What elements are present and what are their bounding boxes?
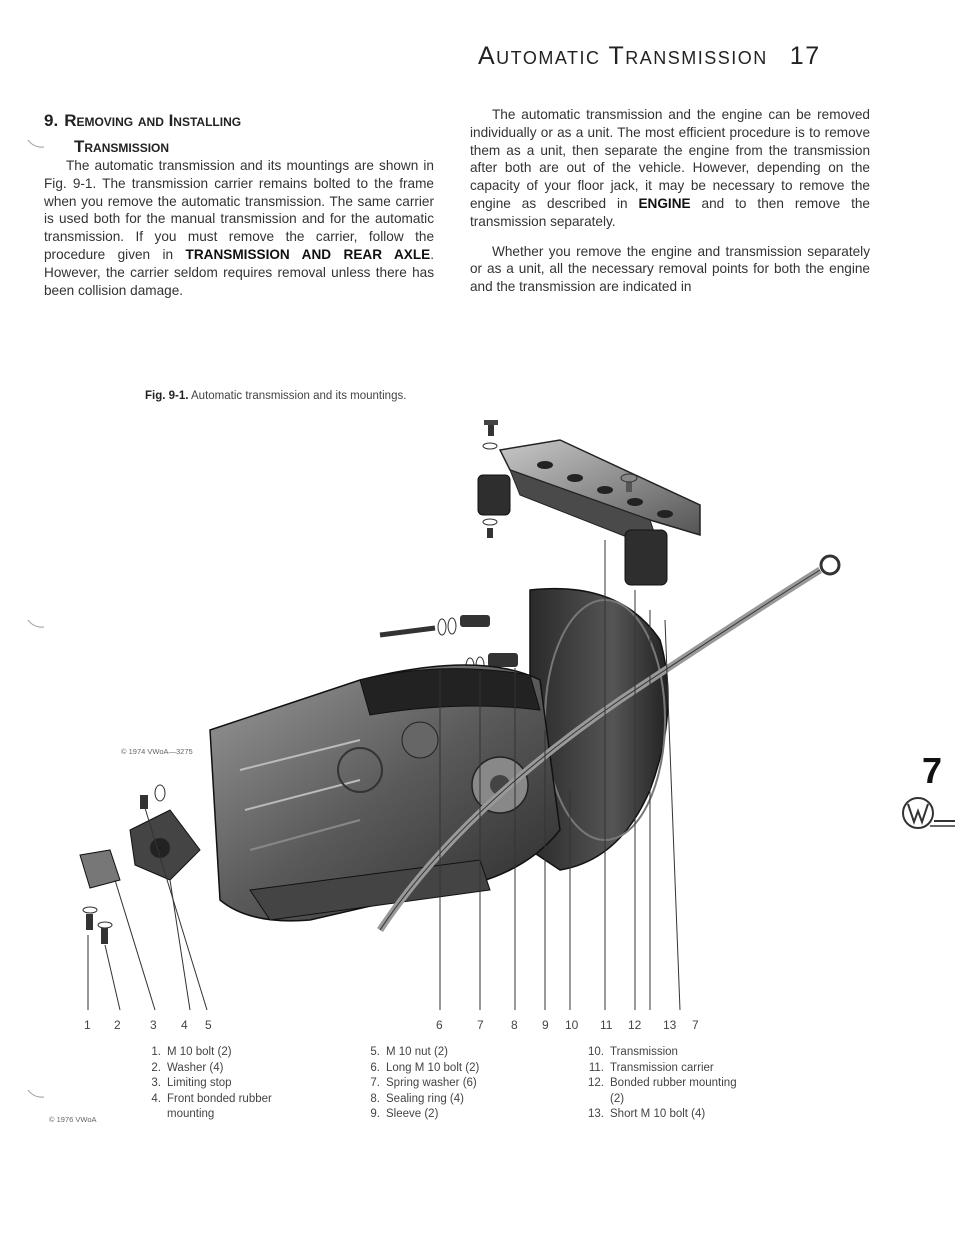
legend-text: M 10 nut (2) bbox=[386, 1046, 448, 1058]
callout-7: 7 bbox=[477, 1018, 484, 1032]
left-column bbox=[44, 157, 434, 311]
right-paragraph-2: Whether you remove the engine and transmission separately or as a unit, all the necessary removal points for both the engine and the transmission are indicated in bbox=[470, 243, 870, 295]
right-p1-text-b: and to then remove the transmission separately. bbox=[470, 195, 870, 229]
figure-copyright: © 1974 VWoA—3275 bbox=[121, 747, 193, 756]
legend-text: Limiting stop bbox=[167, 1077, 232, 1089]
running-head bbox=[478, 42, 898, 71]
margin-mark bbox=[26, 1088, 46, 1102]
legend-text: Bonded rubber mounting bbox=[610, 1077, 737, 1089]
legend-item bbox=[143, 1092, 272, 1108]
legend-num: 5. bbox=[370, 1046, 380, 1058]
legend-num: 1. bbox=[151, 1046, 161, 1058]
callout-10: 10 bbox=[565, 1018, 579, 1032]
left-paragraph-1 bbox=[44, 157, 434, 299]
callout-12: 12 bbox=[628, 1018, 642, 1032]
callout-5: 5 bbox=[205, 1018, 212, 1032]
legend-num: 11. bbox=[588, 1061, 604, 1074]
legend-item bbox=[143, 1076, 272, 1092]
figure-label: Fig. 9-1. bbox=[145, 390, 189, 402]
legend-continuation: mounting bbox=[167, 1108, 215, 1120]
legend-item bbox=[143, 1045, 272, 1061]
legend-num: 6. bbox=[370, 1061, 380, 1074]
right-column bbox=[470, 106, 870, 308]
section-heading bbox=[44, 108, 424, 160]
callout-1: 1 bbox=[84, 1018, 91, 1032]
callout-13: 13 bbox=[663, 1018, 677, 1032]
legend-item bbox=[362, 1076, 479, 1092]
callout-7b: 7 bbox=[692, 1018, 699, 1032]
m10-bolt-icon bbox=[83, 907, 112, 944]
right-paragraph-1 bbox=[470, 106, 870, 231]
figure-caption-text: Automatic transmission and its mountings. bbox=[191, 390, 407, 402]
legend-num: 9. bbox=[370, 1108, 380, 1120]
legend-text: Long M 10 bolt (2) bbox=[386, 1061, 480, 1074]
section-title-line1: Removing and Installing bbox=[64, 111, 242, 130]
legend-num: 12. bbox=[588, 1077, 604, 1089]
legend-num: 13. bbox=[588, 1108, 604, 1120]
legend-column-3 bbox=[586, 1045, 737, 1123]
legend-text: Washer (4) bbox=[167, 1061, 224, 1074]
page-copyright: © 1976 VWoA bbox=[49, 1115, 97, 1124]
legend-num: 10. bbox=[588, 1046, 604, 1058]
legend-text: Transmission bbox=[610, 1046, 678, 1058]
legend-text: M 10 bolt (2) bbox=[167, 1046, 232, 1058]
legend-num: 3. bbox=[151, 1077, 161, 1089]
chapter-tab-number: 7 bbox=[922, 750, 943, 791]
callout-11: 11 bbox=[600, 1018, 613, 1032]
margin-mark bbox=[26, 618, 46, 632]
callout-2: 2 bbox=[114, 1018, 121, 1032]
legend-text: Transmission carrier bbox=[610, 1061, 714, 1074]
engine-ref: ENGINE bbox=[638, 195, 691, 211]
limiting-stop bbox=[80, 850, 120, 888]
legend-item bbox=[586, 1061, 737, 1077]
vw-logo-icon bbox=[900, 795, 956, 831]
left-p1-text-b: . However, the carrier seldom requires removal unless there has been collision damage. bbox=[44, 246, 434, 298]
transmission-carrier bbox=[500, 440, 700, 550]
legend-text: Short M 10 bolt (4) bbox=[610, 1108, 706, 1120]
callout-6: 6 bbox=[436, 1018, 443, 1032]
legend-item bbox=[586, 1045, 737, 1061]
figure-caption bbox=[145, 390, 645, 402]
margin-mark bbox=[26, 138, 46, 152]
legend-item bbox=[143, 1061, 272, 1077]
legend-num: 8. bbox=[370, 1092, 380, 1105]
legend-item bbox=[362, 1045, 479, 1061]
legend-continuation: (2) bbox=[610, 1092, 625, 1105]
page-number: 17 bbox=[789, 42, 821, 70]
legend-num: 4. bbox=[151, 1092, 161, 1105]
section-number: 9. bbox=[44, 111, 59, 130]
legend-column-2 bbox=[362, 1045, 479, 1123]
legend-text: Sealing ring (4) bbox=[386, 1092, 464, 1105]
legend-column-1 bbox=[143, 1045, 272, 1123]
legend-num: 7. bbox=[370, 1077, 380, 1089]
legend-text: Spring washer (6) bbox=[386, 1077, 477, 1089]
legend-item bbox=[362, 1061, 479, 1077]
running-head-title: Automatic Transmission bbox=[478, 42, 768, 70]
callout-9: 9 bbox=[542, 1018, 549, 1032]
left-p1-text-a: The automatic transmission and its mountings are shown in Fig. 9-1. The transmission carrier remains bolted to the frame when you remove the automatic transmission. The same carrier is used both for the manual transmission and for the automatic transmission. If you must remove the carrier, follow the procedure given in bbox=[44, 158, 434, 262]
transmission-case bbox=[210, 665, 560, 921]
legend-num: 2. bbox=[151, 1061, 161, 1074]
right-p1-text-a: The automatic transmission and the engine can be removed individually or as a unit. The most efficient procedure is to remove them as a unit, then separate the engine from the transmission after both are out of the vehicle. However, depending on the capacity of your floor jack, it may be necessary to remove the engine as described in bbox=[470, 107, 870, 211]
transmission-illustration bbox=[60, 410, 860, 1020]
callout-3: 3 bbox=[150, 1018, 157, 1032]
legend-text: Sleeve (2) bbox=[386, 1108, 439, 1120]
callout-8: 8 bbox=[511, 1018, 518, 1032]
legend-item bbox=[362, 1107, 479, 1123]
legend-item bbox=[586, 1076, 737, 1092]
legend-item bbox=[586, 1107, 737, 1123]
callout-4: 4 bbox=[181, 1018, 188, 1032]
section-title-line2: Transmission bbox=[74, 137, 170, 156]
legend-text: Front bonded rubber bbox=[167, 1092, 272, 1105]
legend-item bbox=[362, 1092, 479, 1108]
front-bonded-rubber-mounting bbox=[130, 785, 200, 880]
transmission-rear-axle-ref: TRANSMISSION AND REAR AXLE bbox=[185, 246, 431, 262]
